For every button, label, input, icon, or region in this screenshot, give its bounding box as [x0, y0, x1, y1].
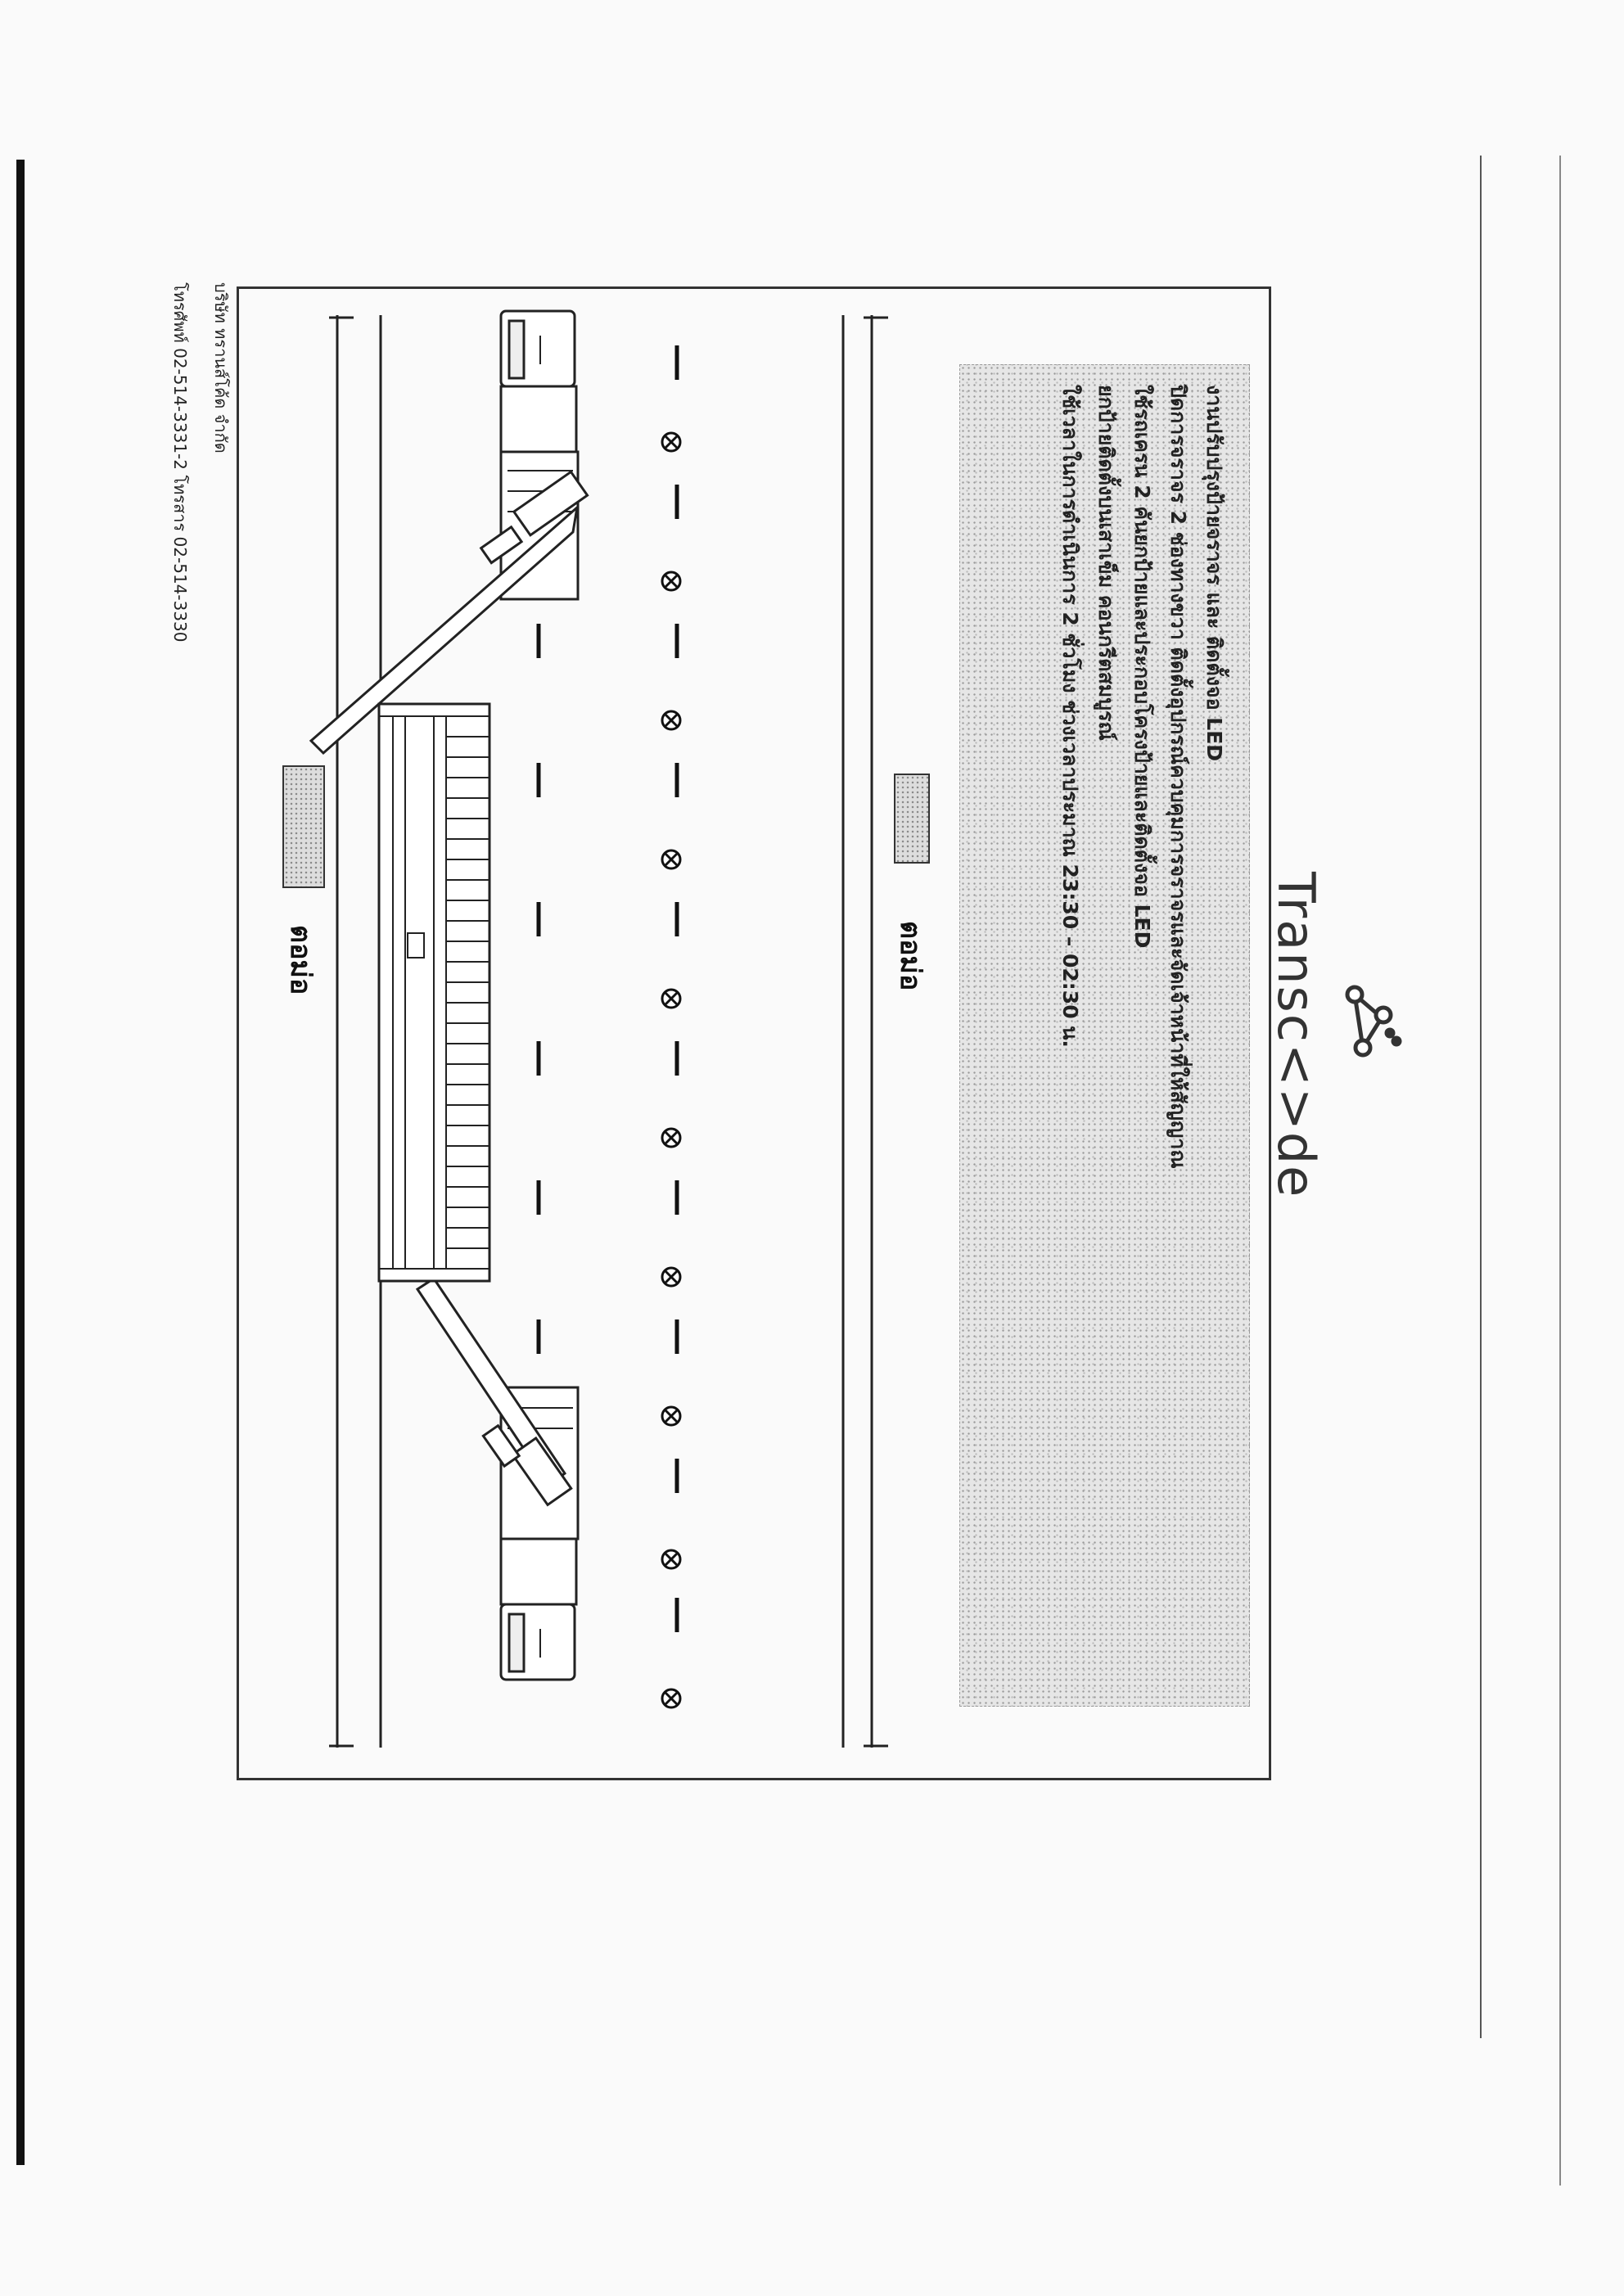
traffic-cone-icon	[662, 1407, 680, 1425]
pier-symbol-top	[282, 765, 325, 888]
road-edge-top	[329, 315, 381, 1748]
work-note-line: ยกป้ายติดตั้งบนเสาเข็ม คอนกรีตสมบูรณ์	[1094, 385, 1118, 741]
work-note-line: ใช้เวลาในการดำเนินการ 2 ชั่วโมง ช่วงเวลาประมาณ 23:30 – 02:30 น.	[1058, 385, 1082, 1048]
traffic-cone-icon	[662, 1689, 680, 1707]
company-contact: โทรศัพท์ 02-514-3331-2 โทรสาร 02-514-3330	[170, 282, 190, 643]
traffic-cone-icon	[662, 850, 680, 868]
work-note-line: ปิดการจราจร 2 ช่องทางขวา ติดตั้งอุปกรณ์ควบคุมการจราจรและจัดเจ้าหน้าที่ให้สัญญาณ	[1166, 385, 1190, 1169]
crane-truck-bottom	[417, 1279, 578, 1680]
company-logo-text: Transc<>de	[1266, 872, 1326, 1199]
traffic-cone-icon	[662, 572, 680, 590]
pier-label-top: ตอม่อ	[284, 925, 317, 995]
traffic-cone-icon	[662, 711, 680, 729]
work-note-line: งานปรับปรุงป้ายจราจร และ ติดตั้งจอ LED	[1202, 385, 1226, 762]
road-edge-bottom	[843, 315, 888, 1748]
traffic-cone-icon	[662, 433, 680, 451]
company-name: บริษัท ทรานส์โค้ด จำกัด	[211, 282, 231, 453]
crane-truck-top	[311, 311, 588, 753]
work-note-text	[1052, 385, 1232, 1169]
pier-label-bottom: ตอม่อ	[894, 921, 927, 991]
work-note-line: ใช้รถเครน 2 คันยกป้ายและประกอบโครงป้ายและติดตั้งจอ LED	[1130, 385, 1154, 949]
logo-mark-icon	[1347, 987, 1400, 1055]
traffic-cone-icon	[662, 990, 680, 1008]
sign-gantry	[379, 704, 489, 1281]
traffic-cone-icon	[662, 1268, 680, 1286]
traffic-cone-icon	[662, 1550, 680, 1568]
pier-symbol-bottom	[894, 774, 930, 864]
traffic-cone-icon	[662, 1129, 680, 1147]
